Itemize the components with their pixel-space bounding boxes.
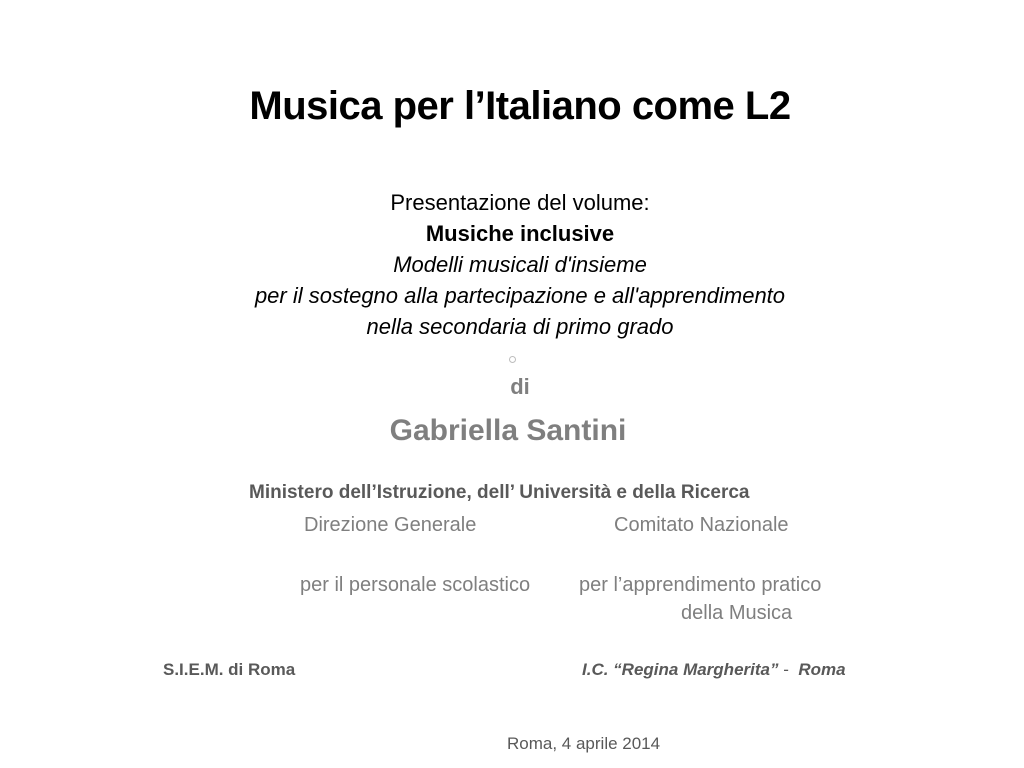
- left-column-line-1: Direzione Generale: [304, 514, 477, 536]
- right-column-line-3: della Musica: [681, 602, 793, 624]
- ministry-name: Ministero dell’Istruzione, dell’ Università e della Ricerca: [249, 482, 750, 503]
- book-subtitle-line-1: Modelli musicali d'insieme: [393, 252, 647, 277]
- footer-date: Roma, 4 aprile 2014: [507, 734, 661, 753]
- author-name: Gabriella Santini: [389, 414, 627, 447]
- footer-organization: S.I.E.M. di Roma: [163, 660, 296, 679]
- footer-school-name: I.C. “Regina Margherita”: [582, 660, 779, 679]
- book-subtitle-line-2: per il sostegno alla partecipazione e all'apprendimento: [254, 283, 786, 308]
- book-subtitle-line-3: nella secondaria di primo grado: [366, 314, 674, 339]
- slide-title: Musica per l’Italiano come L2: [249, 84, 791, 128]
- footer-separator: -: [778, 660, 799, 679]
- left-column-line-2: per il personale scolastico: [300, 574, 531, 596]
- footer-school: [582, 660, 846, 680]
- right-column-line-1: Comitato Nazionale: [614, 514, 789, 536]
- right-column-line-2: per l’apprendimento pratico: [579, 574, 822, 596]
- book-title: Musiche inclusive: [425, 221, 615, 246]
- small-circle-mark: [509, 356, 516, 363]
- by-label: di: [510, 374, 530, 399]
- footer-city: Roma: [798, 660, 846, 679]
- subtitle-line-1: Presentazione del volume:: [390, 190, 650, 215]
